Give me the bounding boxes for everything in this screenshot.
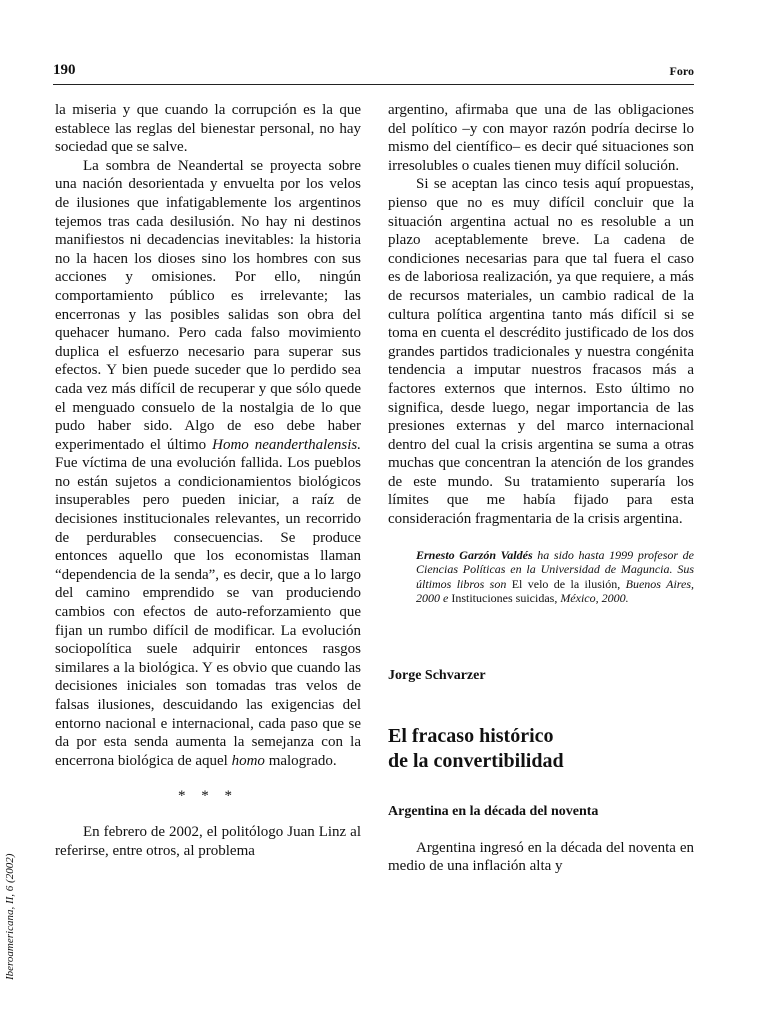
- bio-text: México, 2000.: [557, 591, 629, 606]
- paragraph-text: La sombra de Neandertal se proyecta sobre una nación desorientada y envuelta por los velos de ilusiones que infatigablemente los argentinos tejemos tras cada desilusión. No hay ni destinos manifiestos ni decadencias inevitables: la historia no la hacen los dioses sino los hombres con sus acciones y omisiones. Por ello, ningún comportamiento público es irrelevante; las encerronas y las posibles salidas son obra del quehacer humano. Pero cada falso movimiento duplica el esfuerzo necesario para superar sus efectos. Y bien puede suceder que lo perdido sea cada vez más difícil de recuperar y que sólo quede el menguado consuelo de la nostalgia de lo que pudo haber sido. Algo de eso debe haber experimentado el último: [55, 157, 361, 453]
- article-title: [388, 724, 694, 774]
- paragraph: Si se aceptan las cinco tesis aquí propuestas, pienso que no es muy difícil concluir que la situación argentina actual no es resoluble a un plazo aceptablemente breve. La cadena de condiciones necesarias para que tal fuera el caso es de laboriosa realización, ya que requiere, a más de recursos materiales, un cambio radical de la cultura política argentina tanto más difícil si se toma en cuenta el descrédito justificado de los dos grandes partidos tradicionales y nuestra congénita tendencia a imputar nuestros fracasos más a factores externos que internos. Esto último no significa, desde luego, negar importancia de las presiones externas y del marco internacional dentro del cual la crisis argentina se suma a otras muchas que concentran la atención de los grandes de este mundo. Su tratamiento superaría los límites que me había fijado para esta consideración fragmentaria de la crisis argentina.: [388, 176, 694, 528]
- article-title-line: El fracaso histórico: [388, 725, 554, 748]
- bio-book-title: El velo de la ilusión,: [511, 576, 621, 591]
- bio-author-name: Ernesto Garzón Valdés: [416, 547, 533, 562]
- article-author: Jorge Schvarzer: [388, 667, 486, 683]
- section-name: Foro: [669, 64, 694, 78]
- journal-citation: Iberoamericana, II, 6 (2002): [4, 853, 16, 980]
- section-subtitle: Argentina en la década del noventa: [388, 804, 599, 820]
- italic-term: Homo neanderthalensis.: [212, 436, 362, 453]
- paragraph: argentino, afirmaba que una de las obligaciones del político –y con mayor razón podría decirse lo mismo del científico– es decir qué situaciones son irresolubles o cuales tienen muy difícil solución.: [388, 102, 694, 174]
- right-column: [388, 101, 694, 876]
- bio-text: Buenos Aires, 2000 e: [416, 576, 694, 606]
- article-title-line: de la convertibilidad: [388, 750, 564, 773]
- paragraph: Argentina ingresó en la década del noventa en medio de una inflación alta y: [388, 839, 694, 875]
- paragraph: [55, 157, 361, 771]
- section-separator: * * *: [178, 788, 238, 805]
- left-column: [55, 101, 361, 860]
- paragraph: En febrero de 2002, el politólogo Juan Linz al referirse, entre otros, al problema: [55, 823, 361, 859]
- page-number: 190: [53, 62, 76, 78]
- bio-book-title: Instituciones suicidas,: [451, 591, 558, 606]
- paragraph: la miseria y que cuando la corrupción es la que establece las reglas del bienestar personal, no hay sociedad que se salve.: [55, 102, 361, 156]
- author-bio: [416, 548, 694, 606]
- page-header: [53, 62, 694, 85]
- paragraph-text: Fue víctima de una evolución fallida. Los pueblos no están sujetos a condicionamientos biológicos insuperables pero pueden iniciar, a raíz de decisiones institucionales relevantes, un recorrido de perdurables consecuencias. Se produce entonces aquello que los economistas llaman “dependencia de la senda”, es decir, que a lo largo del camino emprendido se van produciendo cambios con efectos de auto-reforzamiento que fijan un rumbo difícil de modificar. La evolución sociopolítica suele adquirir entonces rasgos similares a la biológica. Y es obvio que cuando las decisiones iniciales son tomadas tras velos de falsas ilusiones, descuidando las exigencias del entorno nacional e internacional, cada paso que se da por esta senda aumenta la semejanza con la encerrona biológica de aquel: [55, 455, 361, 769]
- paragraph-text: malogrado.: [264, 752, 337, 769]
- italic-term: homo: [231, 752, 265, 769]
- bio-text: ha sido hasta 1999 profesor de Ciencias Políticas en la Universidad de Maguncia. Sus últimos libros son: [416, 547, 694, 591]
